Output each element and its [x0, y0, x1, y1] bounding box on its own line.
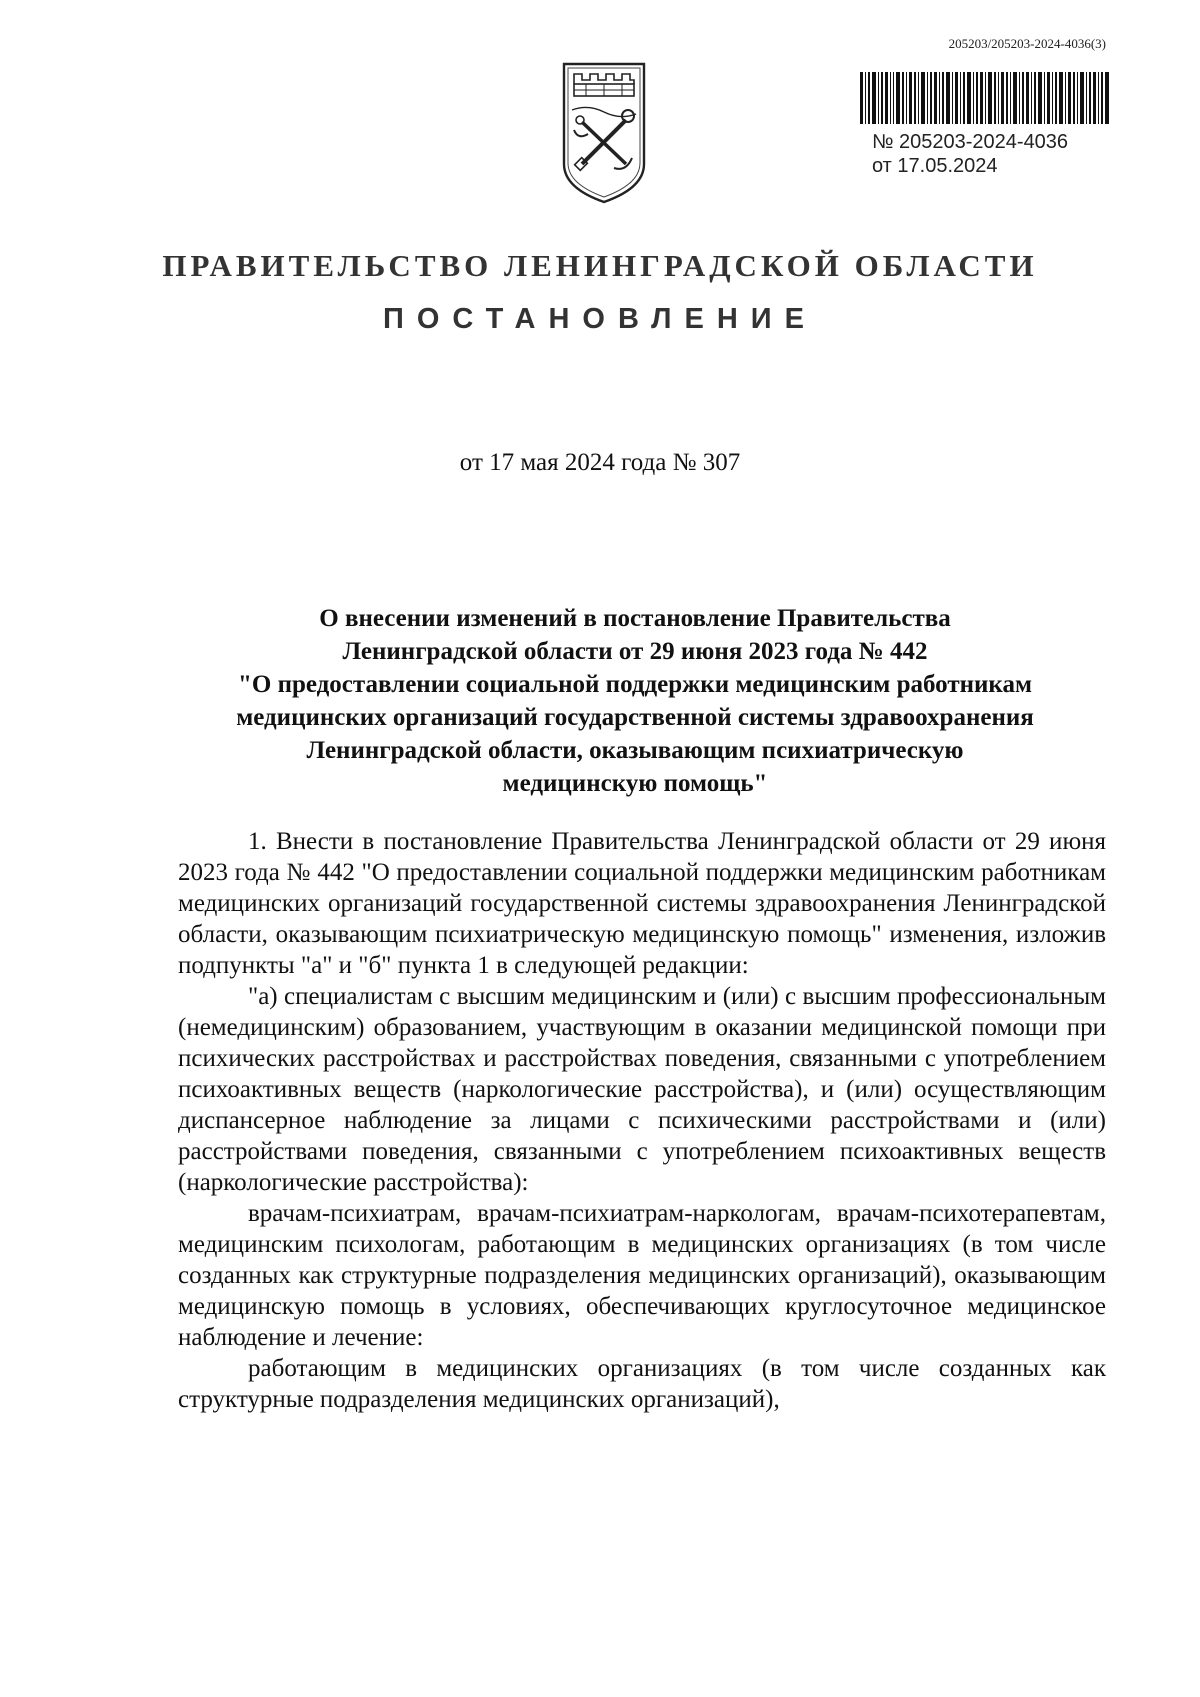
coat-of-arms-icon [558, 60, 650, 206]
paragraph: 1. Внести в постановление Правительства Ленинградской области от 29 июня 2023 года № 442 "О предоставлении социальной поддержки медицинским работникам медицинских организаций государственной системы здравоохранения Ленинградской области, оказывающим психиатрическую медицинскую помощь" изменения, изложив подпункты "а" и "б" пункта 1 в следующей редакции: [178, 828, 1106, 979]
barcode-icon [860, 72, 1110, 124]
paragraph: врачам-психиатрам, врачам-психиатрам-наркологам, врачам-психотерапевтам, медицинским психологам, работающим в медицинских организациях (в том числе созданных как структурные подразделения медицинских организаций), оказывающим медицинскую помощь в условиях, обеспечивающих круглосуточное медицинское наблюдение и лечение: [178, 1200, 1106, 1351]
paragraph: "а) специалистам с высшим медицинским и (или) с высшим профессиональным (немедицинским) образованием, участвующим в оказании медицинской помощи при психических расстройствах и расстройствах поведения, связанными с употреблением психоактивных веществ (наркологические расстройства), и (или) осуществляющим диспансерное наблюдение за лицами с психическими расстройствами и (или) расстройствами поведения, связанными с употреблением психоактивных веществ (наркологические расстройства): [178, 983, 1106, 1196]
heading-line: медицинскую помощь" [502, 770, 768, 797]
government-title: ПРАВИТЕЛЬСТВО ЛЕНИНГРАДСКОЙ ОБЛАСТИ [162, 248, 1038, 283]
heading-line: Ленинградской области, оказывающим психиатрическую [306, 737, 964, 764]
registration-number: № 205203-2024-4036 [872, 131, 1069, 153]
document-reference: 205203/205203-2024-4036(3) [948, 36, 1106, 51]
paragraph: работающим в медицинских организациях (в том числе созданных как структурные подразделения медицинских организаций), [178, 1355, 1106, 1413]
registration-date: от 17.05.2024 [872, 155, 998, 177]
heading-line: О внесении изменений в постановление Правительства [319, 605, 951, 632]
registration-stamp [872, 130, 1068, 178]
heading-line: Ленинградской области от 29 июня 2023 года № 442 [342, 638, 928, 665]
document-body [178, 826, 1106, 1415]
document-heading [170, 602, 1100, 800]
document-kind: ПОСТАНОВЛЕНИЕ [383, 303, 817, 335]
heading-line: медицинских организаций государственной системы здравоохранения [236, 704, 1034, 731]
document-date-number: от 17 мая 2024 года № 307 [459, 449, 741, 476]
heading-line: "О предоставлении социальной поддержки медицинским работникам [238, 671, 1032, 698]
